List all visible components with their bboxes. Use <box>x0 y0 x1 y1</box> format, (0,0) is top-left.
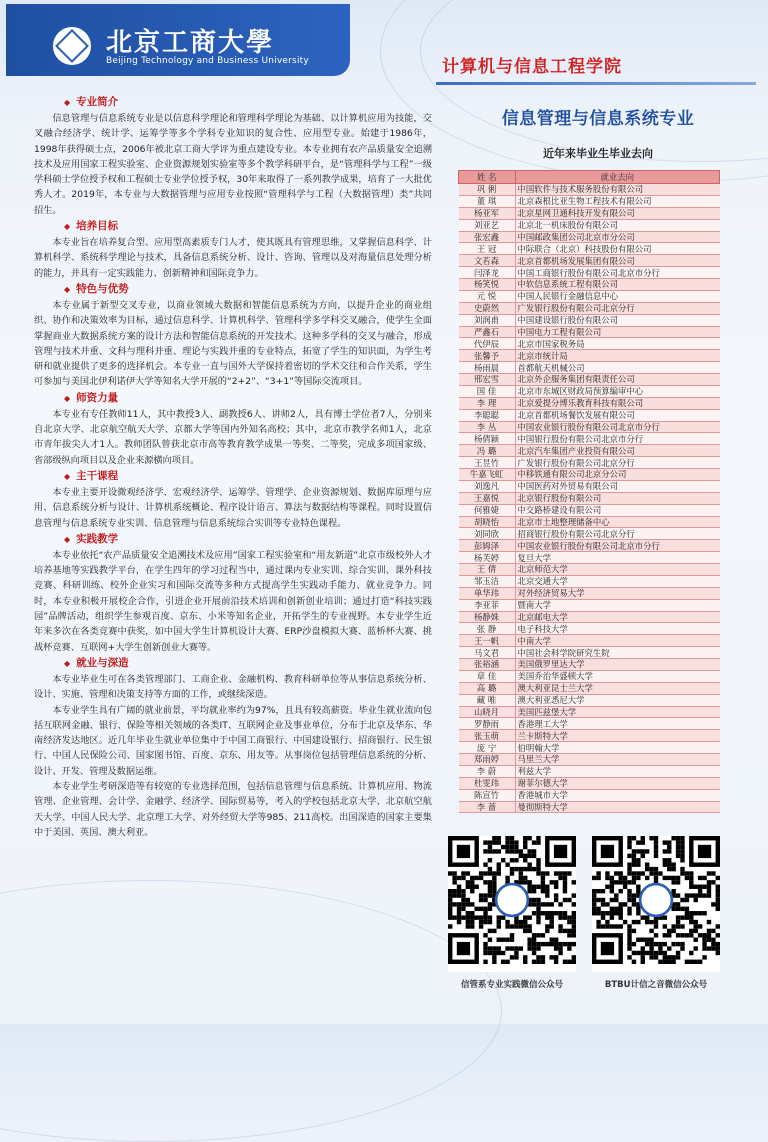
graduate-destination: 中国邮政集团公司北京市分公司 <box>515 231 720 243</box>
graduate-name: 刘逸凡 <box>459 480 516 492</box>
section-title: ◆ 师资力量 <box>64 391 119 404</box>
table-row <box>459 504 720 516</box>
table-row <box>459 682 720 694</box>
graduate-name: 何雅婕 <box>459 504 516 516</box>
section-intro <box>34 94 432 218</box>
graduate-name: 张馨予 <box>459 350 516 362</box>
graduate-destination: 北京首都机场发展集团有限公司 <box>515 255 720 267</box>
table-row <box>459 255 720 267</box>
table-row <box>459 397 720 409</box>
column-header-name: 姓 名 <box>459 171 516 184</box>
graduate-destination: 中国医药对外贸易有限公司 <box>515 480 720 492</box>
table-row <box>459 338 720 350</box>
table-row <box>459 516 720 528</box>
graduate-destination: 兰卡斯特大学 <box>515 730 720 742</box>
table-row <box>459 433 720 445</box>
graduate-name: 彭姆泽 <box>459 540 516 552</box>
table-row <box>459 587 720 599</box>
graduate-destination: 首都航天机械公司 <box>515 362 720 374</box>
section-features <box>34 281 432 390</box>
table-row <box>459 469 720 481</box>
graduate-destination: 电子科技大学 <box>515 623 720 635</box>
diamond-bullet-icon: ◆ <box>64 222 71 232</box>
graduate-destination: 澳大利亚昆士兰大学 <box>515 682 720 694</box>
table-row <box>459 302 720 314</box>
table-row <box>459 290 720 302</box>
graduate-name: 杨亚军 <box>459 207 516 219</box>
graduate-destination: 中交路桥建设有限公司 <box>515 504 720 516</box>
table-row <box>459 552 720 564</box>
graduate-destination: 广发银行股份有限公司北京分行 <box>515 457 720 469</box>
graduate-name: 王昱竹 <box>459 457 516 469</box>
graduate-name: 杨笑悦 <box>459 279 516 291</box>
graduate-destination: 中南大学 <box>515 635 720 647</box>
graduate-name: 国 佳 <box>459 385 516 397</box>
graduate-destination: 中国软件与技术服务股份有限公司 <box>515 184 720 196</box>
intro-column <box>34 94 432 840</box>
graduate-destination: 北京森根比亚生物工程技术有限公司 <box>515 195 720 207</box>
section-paragraph: 本专业毕业生可在各类管理部门、工商企业、金融机构、教育科研单位等从事信息系统分析、设计、实施、管理和决策支持等方面的工作，或继续深造。 <box>34 673 432 701</box>
table-row <box>459 231 720 243</box>
graduate-destination: 中国社会科学院研究生院 <box>515 647 720 659</box>
university-logo-banner <box>6 4 350 76</box>
diamond-bullet-icon: ◆ <box>64 393 71 403</box>
graduate-name: 刘润甫 <box>459 314 516 326</box>
graduate-name: 张裕涵 <box>459 659 516 671</box>
graduate-destination: 广发银行股份有限公司北京分行 <box>515 302 720 314</box>
graduate-name: 李聪聪 <box>459 409 516 421</box>
section-title: ◆ 特色与优势 <box>64 282 129 295</box>
graduate-name: 王一帆 <box>459 635 516 647</box>
table-row <box>459 385 720 397</box>
graduate-name: 杨静姝 <box>459 611 516 623</box>
graduate-destination: 对外经济贸易大学 <box>515 587 720 599</box>
graduate-destination: 美国匹兹堡大学 <box>515 706 720 718</box>
graduate-name: 马文君 <box>459 647 516 659</box>
table-row <box>459 184 720 196</box>
graduate-destination: 北京首都机场餐饮发展有限公司 <box>515 409 720 421</box>
graduate-destination: 北京北一机床股份有限公司 <box>515 219 720 231</box>
table-row <box>459 777 720 789</box>
graduate-destination: 香港理工大学 <box>515 718 720 730</box>
graduate-destination: 复旦大学 <box>515 552 720 564</box>
section-title: ◆ 培养目标 <box>64 220 119 233</box>
table-row <box>459 374 720 386</box>
table-row <box>459 267 720 279</box>
table-row <box>459 314 720 326</box>
graduate-name: 李 理 <box>459 397 516 409</box>
table-row <box>459 599 720 611</box>
graduate-name: 冯 璐 <box>459 445 516 457</box>
graduate-name: 巩 俐 <box>459 184 516 196</box>
graduate-name: 李 蔚 <box>459 765 516 777</box>
section-title: ◆ 主干课程 <box>64 469 119 482</box>
graduate-name: 闫泽龙 <box>459 267 516 279</box>
graduate-name: 李亚菲 <box>459 599 516 611</box>
qr-code-icon <box>448 836 576 964</box>
table-row <box>459 350 720 362</box>
table-row <box>459 730 720 742</box>
section-title: ◆ 实践教学 <box>64 532 119 545</box>
graduate-name: 王嘉悦 <box>459 492 516 504</box>
graduate-table-title: 近年来毕业生毕业去向 <box>543 147 653 160</box>
section-paragraph: 本专业旨在培养复合型、应用型高素质专门人才，使其既具有管理思维，又掌握信息科学、计算机科学、系统科学理论与技术，具备信息系统分析、设计、咨询、管理以及对海量信息处理分析的能力，并具有一定实践能力、创新精神和国际竞争力。 <box>34 237 432 279</box>
table-row <box>459 207 720 219</box>
header-divider <box>436 82 756 85</box>
section-paragraph: 本专业学生考研深造等有较宽的专业选择范围，包括信息管理与信息系统、计算机应用、物流管理、企业管理、会计学、金融学、经济学、国际贸易等，考入的学校包括北京大学、北京航空航天大学、中国人民大学、北京理工大学、对外经贸大学等985、211高校。出国深造的国家主要集中于美国、英国、澳大利亚。 <box>34 780 432 838</box>
section-employment <box>34 655 432 840</box>
graduate-name: 杨倩颖 <box>459 433 516 445</box>
graduate-name: 李 蔷 <box>459 801 516 813</box>
graduate-name: 邢宏雪 <box>459 374 516 386</box>
university-name-en: Beijing Technology and Business University <box>106 56 309 66</box>
table-row <box>459 670 720 682</box>
graduate-name: 庞 宁 <box>459 742 516 754</box>
section-faculty <box>34 390 432 468</box>
major-title: 信息管理与信息系统专业 <box>501 109 695 129</box>
graduate-name: 王 倩 <box>459 564 516 576</box>
section-courses <box>34 468 432 531</box>
graduate-destination: 中际联合（北京）科技股份有限公司 <box>515 243 720 255</box>
university-name-cn: 北京工商大學 <box>106 28 275 58</box>
graduate-name: 张 静 <box>459 623 516 635</box>
graduate-destination: 中国人民银行金融信息中心 <box>515 290 720 302</box>
diamond-bullet-icon: ◆ <box>64 98 71 107</box>
qr-caption: BTBU计信之音微信公众号 <box>604 980 708 990</box>
graduate-destination: 曼彻斯特大学 <box>515 801 720 813</box>
section-paragraph: 本专业有专任教师11人，其中教授3人、副教授6人、讲师2人，具有博士学位者7人，分别来自北京大学、北京航空航天大学、京都大学等国内外知名高校；其中，北京市教学名师1人，北京市青年拔尖人才1人。教师团队曾获北京市高等教育教学成果一等奖、二等奖，完成多项国家级、省部级纵向项目以及企业来源横向项目。 <box>34 408 432 466</box>
graduate-destination: 中国建设银行股份有限公司 <box>515 314 720 326</box>
table-row <box>459 243 720 255</box>
table-row <box>459 635 720 647</box>
table-row <box>459 659 720 671</box>
graduate-name: 牛嘉飞虹 <box>459 469 516 481</box>
table-row <box>459 754 720 766</box>
diamond-bullet-icon: ◆ <box>64 534 71 544</box>
graduate-destination: 中国农业银行股份有限公司北京市分行 <box>515 540 720 552</box>
graduate-destination: 澳大利亚悉尼大学 <box>515 694 720 706</box>
graduate-destination: 北京外企服务集团有限责任公司 <box>515 374 720 386</box>
graduate-name: 胡晓怡 <box>459 516 516 528</box>
graduate-destination: 北京星网卫通科技开发有限公司 <box>515 207 720 219</box>
section-paragraph: 本专业依托“农产品质量安全追溯技术及应用”国家工程实验室和“用友新道”北京市级校外人才培养基地等实践教学平台，在学生四年的学习过程当中，通过课内专业实训、综合实训、课外科技竞赛、科研训练、校外企业实习和国际交流等多种方式提高学生实践动手能力、就业竞争力。同时，本专业积极开展校企合作，引进企业开展前沿技术培训和创新创业培训；通过打造“科技实践园”品牌活动，组织学生参观百度、京东、小米等知名企业，开拓学生的专业视野。本专业学生近年来多次在各类竞赛中获奖，如中国大学生计算机设计大赛、ERP沙盘模拟大赛、蓝桥杯大赛、挑战杯竞赛、互联网+大学生创新创业大赛等。 <box>34 549 432 653</box>
graduate-destination: 中移铁通有限公司北京分公司 <box>515 469 720 481</box>
section-paragraph: 本专业学生具有广阔的就业前景，平均就业率约为97%，且具有较高薪资。毕业生就业流向包括互联网金融、银行、保险等相关领域的各类IT、互联网企业及事业单位，分布于北京及华东、华南经济发达地区。近几年毕业生就业单位集中于中国工商银行、中国建设银行、招商银行、民生银行、中国人民保险公司、国家图书馆、百度、京东、用友等。从事岗位包括管理信息系统的分析、设计、开发、管理及数据运维。 <box>34 704 432 777</box>
graduate-name: 代伊辰 <box>459 338 516 350</box>
section-paragraph: 本专业主要开设微观经济学、宏观经济学、运筹学、管理学、企业资源规划、数据库原理与应用、信息系统分析与设计、计算机系统概论、程序设计语言、算法与数据结构等课程。同时设置信息管理与信息系统专业实训、信息管理与信息系统综合实训等专业特色课程。 <box>34 486 432 529</box>
graduate-destination: 北京交通大学 <box>515 575 720 587</box>
graduate-destination: 北京市国家税务局 <box>515 338 720 350</box>
diamond-bullet-icon: ◆ <box>64 471 71 481</box>
table-row <box>459 564 720 576</box>
qr-code-icon <box>592 836 720 964</box>
table-row <box>459 409 720 421</box>
table-row <box>459 528 720 540</box>
graduate-name: 史蔚然 <box>459 302 516 314</box>
diamond-bullet-icon: ◆ <box>64 284 71 294</box>
column-header-destination: 就业去向 <box>515 171 720 184</box>
graduate-name: 文若森 <box>459 255 516 267</box>
graduate-name: 王 冠 <box>459 243 516 255</box>
graduate-destination: 招商银行股份有限公司北京分行 <box>515 528 720 540</box>
graduate-destination: 谢菲尔德大学 <box>515 777 720 789</box>
graduate-name: 藏 唯 <box>459 694 516 706</box>
graduate-destination: 北京邮电大学 <box>515 611 720 623</box>
table-row <box>459 765 720 777</box>
graduate-destination: 北京汽车集团产业投资有限公司 <box>515 445 720 457</box>
graduate-destination-table <box>458 170 720 813</box>
graduate-destination: 马里兰大学 <box>515 754 720 766</box>
table-row <box>459 326 720 338</box>
graduate-name: 刘同欣 <box>459 528 516 540</box>
university-seal-icon <box>50 24 94 68</box>
graduate-destination: 北京市统计局 <box>515 350 720 362</box>
graduate-name: 杨芙婷 <box>459 552 516 564</box>
graduate-destination: 中国电力工程有限公司 <box>515 326 720 338</box>
table-row <box>459 647 720 659</box>
graduate-destination: 中国农业银行股份有限公司北京市分行 <box>515 421 720 433</box>
section-paragraph: 信息管理与信息系统专业是以信息科学理论和管理科学理论为基础、以计算机应用为技能，交叉融合经济学、统计学、运筹学等多个学科专业知识的复合性、应用型专业。始建于1986年，1998年获得硕士点，2006年被北京工商大学评为重点建设专业。本专业拥有农产品质量安全追溯技术及应用国家工程实验室、企业资源规划实验室等多个教学科研平台，是“管理科学与工程”一级学科硕士学位授予权和工程硕士专业学位授予权，30年来取得了一系列教学成果，培育了一大批优秀人才。2019年，本专业与大数据管理与应用专业按照“管理科学与工程（大数据管理）类”共同招生。 <box>34 113 432 216</box>
table-row <box>459 623 720 635</box>
table-row <box>459 480 720 492</box>
graduate-destination: 暨南大学 <box>515 599 720 611</box>
graduate-destination: 北京市土地整理储备中心 <box>515 516 720 528</box>
table-row <box>459 279 720 291</box>
graduate-destination: 美国俄罗里达大学 <box>515 659 720 671</box>
graduate-name: 董 琪 <box>459 195 516 207</box>
graduate-name: 山晓月 <box>459 706 516 718</box>
graduate-name: 严鑫石 <box>459 326 516 338</box>
graduate-name: 元 悦 <box>459 290 516 302</box>
graduate-name: 张宏鑫 <box>459 231 516 243</box>
section-title: ◆ 专业简介 <box>64 96 119 108</box>
graduate-destination: 中软信息系统工程有限公司 <box>515 279 720 291</box>
table-row <box>459 706 720 718</box>
graduate-name: 李 丛 <box>459 421 516 433</box>
table-row <box>459 421 720 433</box>
table-header-row <box>459 171 720 184</box>
table-row <box>459 219 720 231</box>
qr-code-voice <box>592 836 720 972</box>
graduate-destination: 北京爱提分博乐教育科技有限公司 <box>515 397 720 409</box>
graduate-name: 陈宣竹 <box>459 789 516 801</box>
graduate-destination: 伯明翰大学 <box>515 742 720 754</box>
table-row <box>459 195 720 207</box>
section-title: ◆ 就业与深造 <box>64 656 129 669</box>
graduate-destination: 北京市东城区财政局预算编审中心 <box>515 385 720 397</box>
table-row <box>459 492 720 504</box>
graduate-destination: 利兹大学 <box>515 765 720 777</box>
table-row <box>459 575 720 587</box>
graduate-destination: 北京师范大学 <box>515 564 720 576</box>
graduate-name: 郑雨婷 <box>459 754 516 766</box>
table-row <box>459 445 720 457</box>
qr-code-practice <box>448 836 576 972</box>
graduate-name: 刘亚艺 <box>459 219 516 231</box>
graduate-name: 邹玉洁 <box>459 575 516 587</box>
graduate-name: 张玉萌 <box>459 730 516 742</box>
table-row <box>459 611 720 623</box>
graduate-destination: 北京银行股份有限公司 <box>515 492 720 504</box>
qr-caption: 信管系专业实践微信公众号 <box>460 980 563 990</box>
table-row <box>459 718 720 730</box>
table-row <box>459 789 720 801</box>
graduate-destination: 美国乔治华盛顿大学 <box>515 670 720 682</box>
graduate-destination: 中国银行股份有限公司北京市分行 <box>515 433 720 445</box>
table-row <box>459 694 720 706</box>
background-wave <box>0 880 502 1142</box>
graduate-name: 章 佳 <box>459 670 516 682</box>
table-row <box>459 742 720 754</box>
section-paragraph: 本专业属于新型交叉专业，以商业领域大数据和智能信息系统为方向，以提升企业的商业组织、协作和决策效率为目标，通过信息科学、计算机科学、管理科学多学科交叉融合，使学生全面掌握商业大数据系统方案的设计方法和智能信息系统的开发技术。这种多学科的交叉与融合，形成管理与技术并重、文科与理科并重、理论与实践并重的专业特点，拓宽了学生的知识面，为学生考研和就业提供了更多的选择机会。本专业一直与国外大学保持着密切的学术交往和合作关系，学生可参加与美国北伊利诺伊大学等知名大学开展的“2+2”、“3+1”等国际交流项目。 <box>34 299 432 388</box>
graduate-name: 杜雯玮 <box>459 777 516 789</box>
table-row <box>459 801 720 813</box>
table-row <box>459 540 720 552</box>
college-title: 计算机与信息工程学院 <box>442 57 622 77</box>
graduate-destination: 香港城市大学 <box>515 789 720 801</box>
table-row <box>459 362 720 374</box>
graduate-name: 高 璐 <box>459 682 516 694</box>
graduate-name: 杨雨晨 <box>459 362 516 374</box>
graduate-name: 单华玮 <box>459 587 516 599</box>
graduate-destination: 中国工商银行股份有限公司北京市分行 <box>515 267 720 279</box>
diamond-bullet-icon: ◆ <box>64 658 71 668</box>
section-practice <box>34 531 432 655</box>
graduate-name: 罗静雨 <box>459 718 516 730</box>
section-goals <box>34 218 432 281</box>
table-row <box>459 457 720 469</box>
